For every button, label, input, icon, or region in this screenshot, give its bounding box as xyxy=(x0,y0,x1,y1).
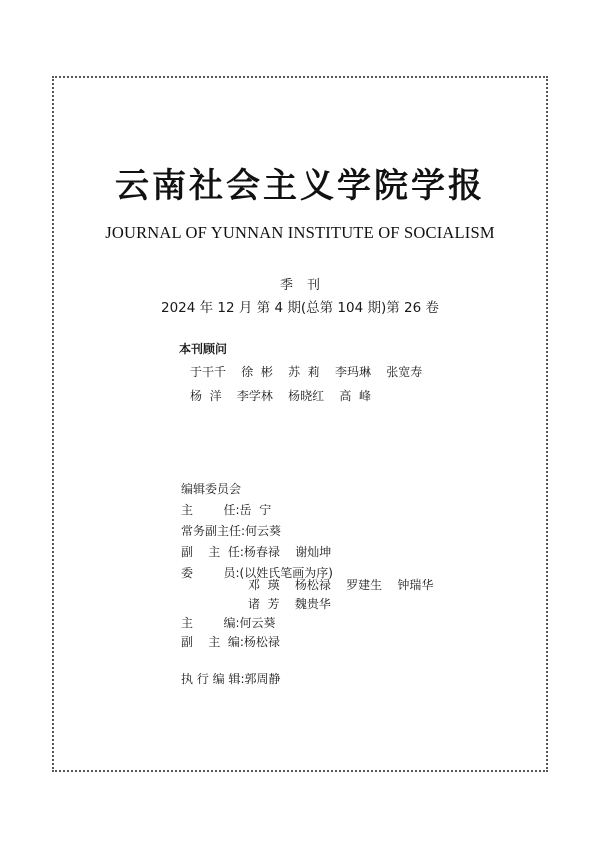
advisors-row: 杨 洋 李学林 杨晓红 高 峰 xyxy=(190,389,372,403)
deputy-editor: 副 主 编:杨松禄 xyxy=(181,635,280,649)
issue-info: 2024 年 12 月 第 4 期(总第 104 期)第 26 卷 xyxy=(160,300,439,316)
committee-exec-vice-chair: 常务副主任:何云葵 xyxy=(181,524,282,538)
committee-vice-chair: 副 主 任:杨春禄 谢灿坤 xyxy=(181,545,332,559)
executive-editor: 执 行 编 辑:郭周静 xyxy=(181,672,281,686)
editor-in-chief: 主 编:何云葵 xyxy=(181,616,276,630)
committee-chair: 主 任:岳 宁 xyxy=(181,503,272,517)
publication-frequency: 季刊 xyxy=(279,278,334,293)
committee-members-row: 邓 瑛 杨松禄 罗建生 钟瑞华 xyxy=(248,578,434,592)
advisors-heading: 本刊顾问 xyxy=(179,342,228,356)
committee-members-label: 委 员:(以姓氏笔画为序) xyxy=(181,566,333,580)
committee-heading: 编辑委员会 xyxy=(181,482,242,496)
journal-title-english: JOURNAL OF YUNNAN INSTITUTE OF SOCIALISM xyxy=(105,223,495,242)
journal-title-chinese: 云南社会主义学院学报 xyxy=(115,166,485,206)
committee-members-row: 诸 芳 魏贵华 xyxy=(248,597,331,611)
advisors-row: 于干千 徐 彬 苏 莉 李玛琳 张宽寿 xyxy=(190,365,423,379)
